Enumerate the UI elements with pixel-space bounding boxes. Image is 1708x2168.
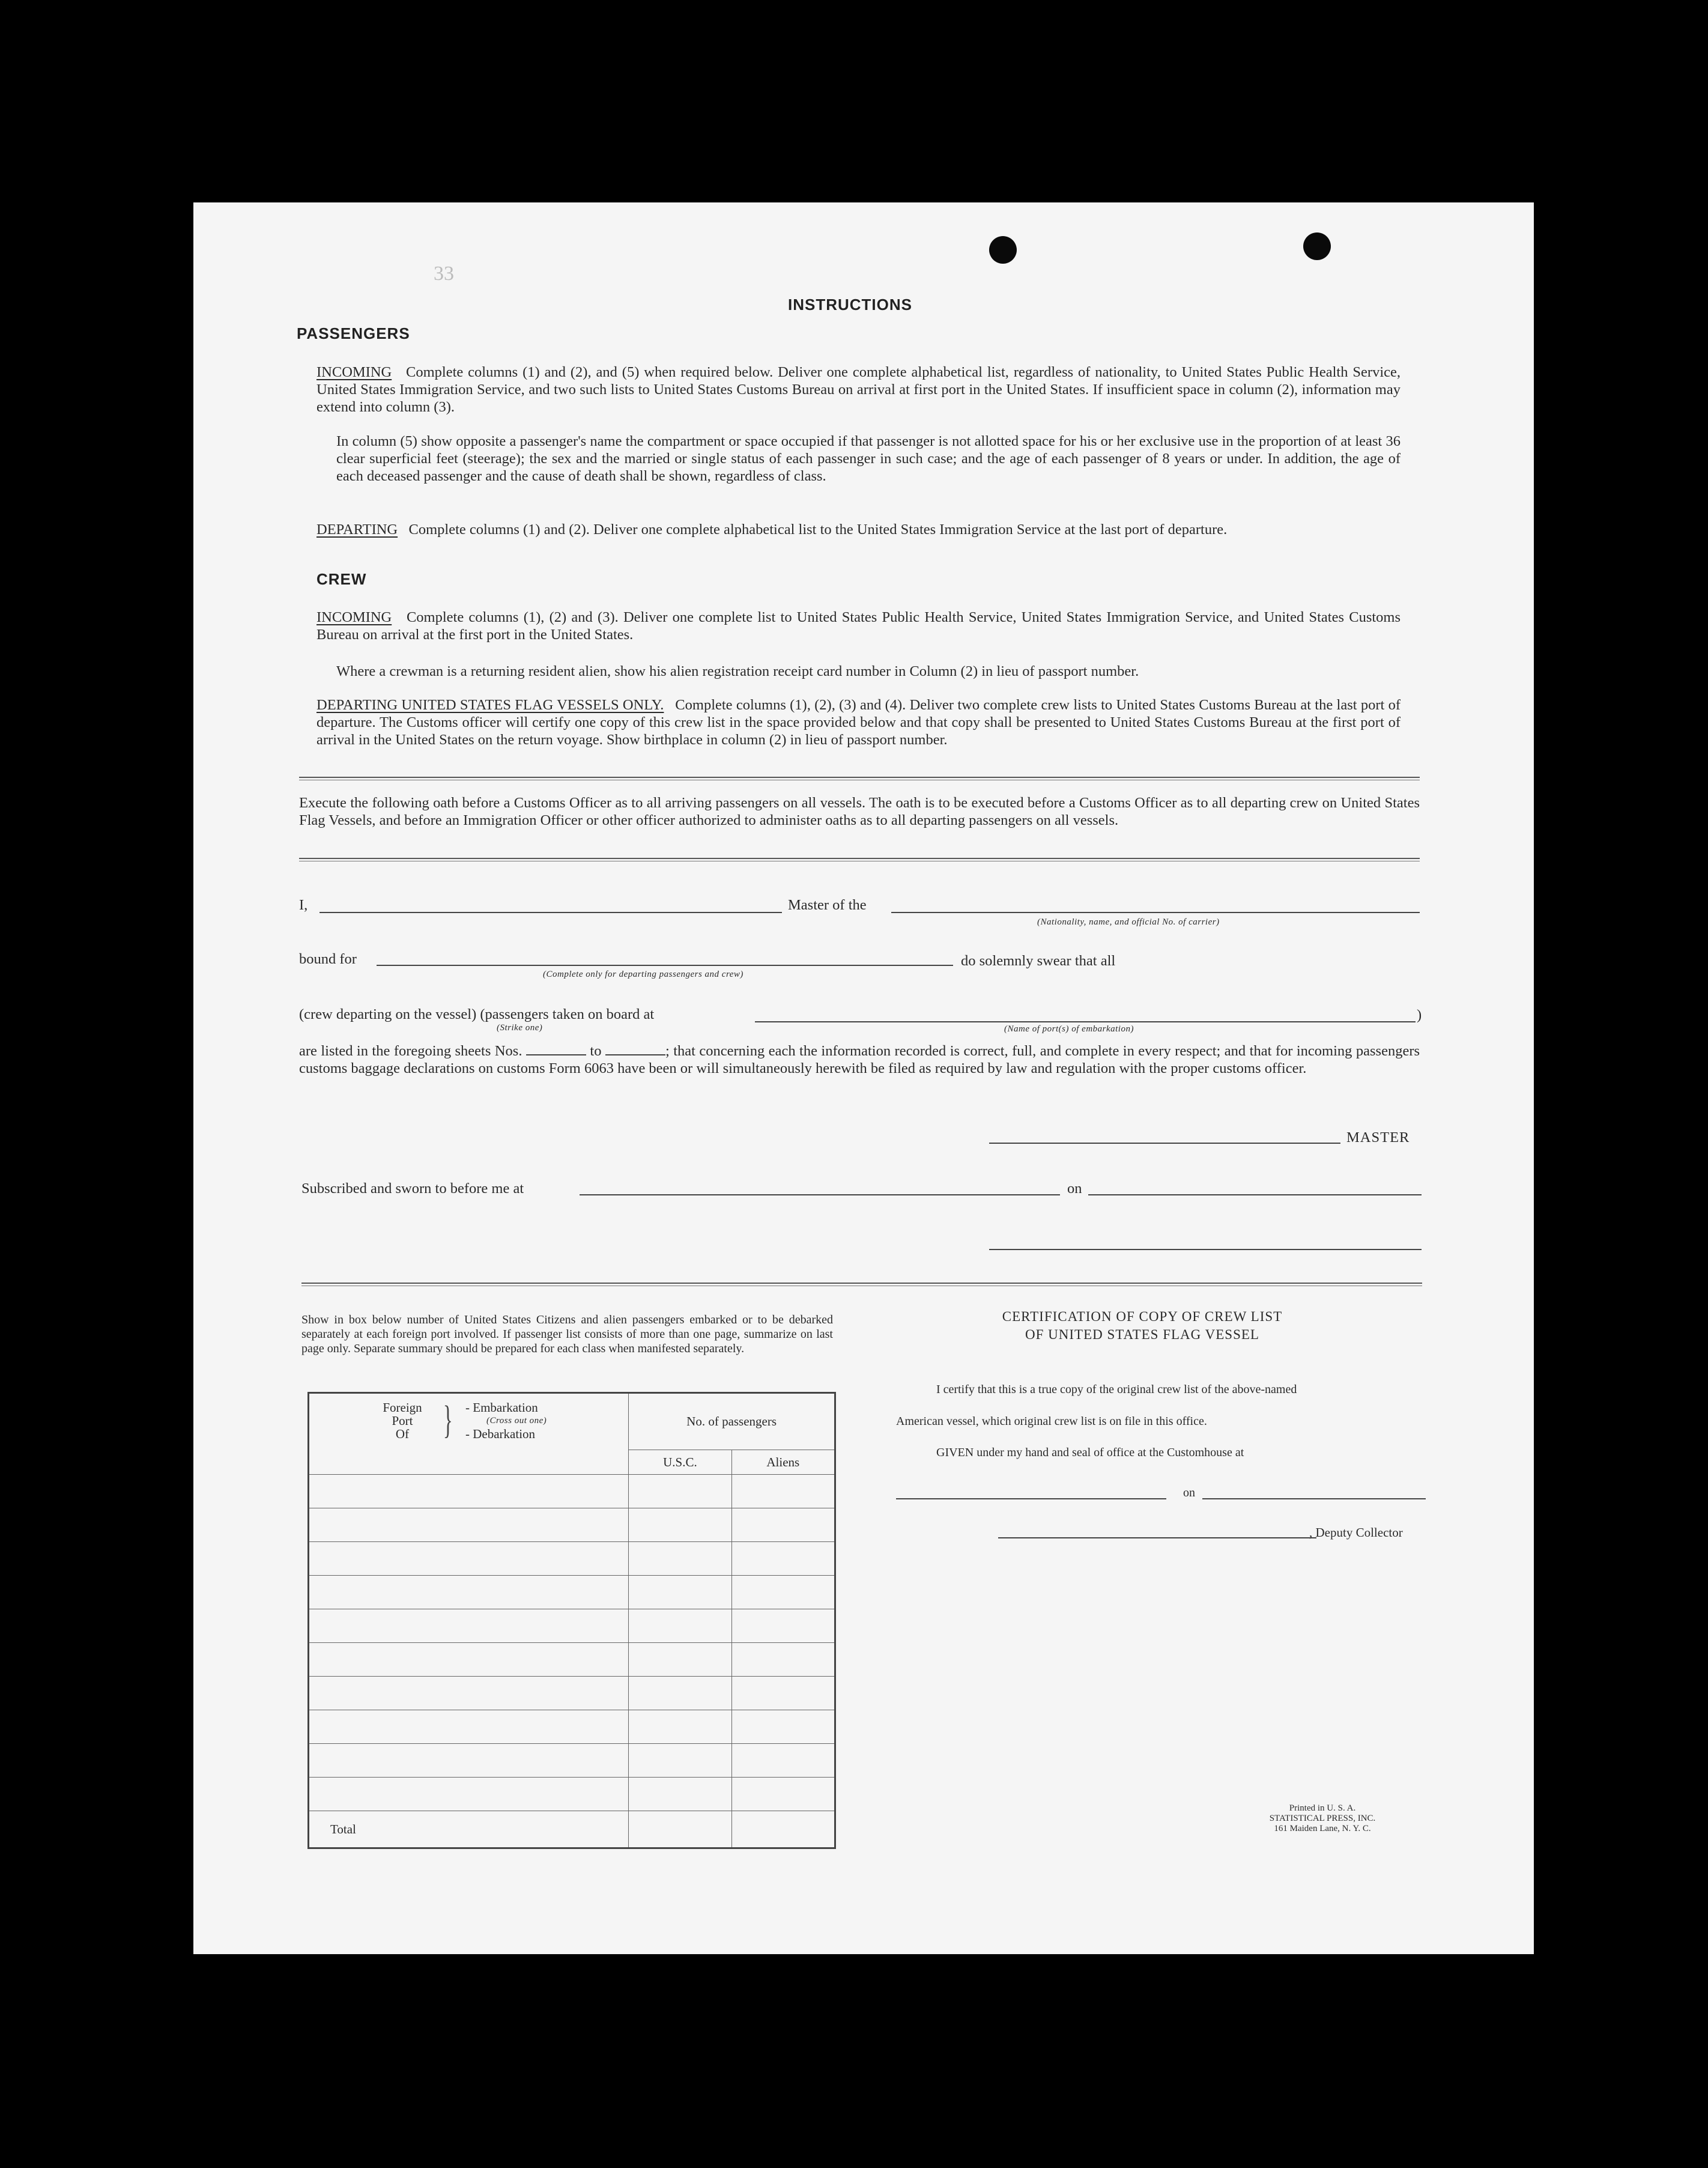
master-of-label: Master of the bbox=[788, 897, 867, 913]
foreign-port-header bbox=[309, 1393, 629, 1475]
foreign-label: Foreign bbox=[383, 1400, 422, 1415]
passengers-incoming-text: Complete columns (1) and (2), and (5) when required below. Deliver one complete alphabetical list, regardless of nationality, to United States Public Health Service, United States Immigration Service, and two such lists to United States Customs Bureau on arrival at first port in the United States. If insufficient space in column (2), information may extend into column (3). bbox=[316, 364, 1401, 415]
officer-signature-field[interactable] bbox=[989, 1249, 1422, 1250]
oath-i-label: I, bbox=[299, 897, 308, 913]
crew-departing-statement: (crew departing on the vessel) (passengers taken on board at bbox=[299, 1006, 655, 1022]
usc-cell[interactable] bbox=[629, 1744, 731, 1778]
divider bbox=[299, 858, 1420, 861]
passenger-summary-table bbox=[307, 1392, 836, 1849]
customhouse-field[interactable] bbox=[896, 1498, 1166, 1499]
crew-departing-label: DEPARTING UNITED STATES FLAG VESSELS ONLY. bbox=[316, 697, 664, 713]
passengers-column5-text: In column (5) show opposite a passenger's name the compartment or space occupied if that passenger is not allotted space for his or her exclusive use in the proportion of at least 36 clear superficial feet (steerage); the sex and the married or single status of each passenger in such case; and the age of each passenger of 8 years or under. In addition, the age of each deceased passenger and the cause of death shall be shown, regardless of class. bbox=[336, 433, 1401, 484]
usc-header: U.S.C. bbox=[629, 1450, 731, 1475]
certify-line2: American vessel, which original crew list is on file in this office. bbox=[896, 1415, 1207, 1428]
printer-line2: STATISTICAL PRESS, INC. bbox=[1269, 1814, 1376, 1823]
printer-line1: Printed in U. S. A. bbox=[1289, 1803, 1356, 1813]
aliens-cell[interactable] bbox=[731, 1643, 835, 1677]
aliens-cell[interactable] bbox=[731, 1542, 835, 1576]
printer-imprint bbox=[1226, 1803, 1419, 1834]
table-row bbox=[309, 1677, 835, 1710]
table-row bbox=[309, 1778, 835, 1811]
passengers-departing-label: DEPARTING bbox=[316, 521, 398, 538]
carrier-field[interactable] bbox=[891, 912, 1420, 913]
sheet-from-field[interactable] bbox=[526, 1043, 586, 1055]
aliens-header: Aliens bbox=[731, 1450, 835, 1475]
aliens-cell[interactable] bbox=[731, 1778, 835, 1811]
summary-note: Show in box below number of United States Citizens and alien passengers embarked or to be debarked separately at each foreign port involved. If passenger list consists of more than one page, summarize on last page only. Separate summary should be prepared for each class when manifested separately. bbox=[301, 1313, 833, 1355]
crew-incoming-text: Complete columns (1), (2) and (3). Deliver one complete list to United States Public Health Service, United States Immigration Service, and United States Customs Bureau on arrival at the first port in the United States. bbox=[316, 609, 1401, 643]
crew-departing bbox=[316, 696, 1401, 748]
port-cell[interactable] bbox=[309, 1778, 629, 1811]
usc-cell[interactable] bbox=[629, 1508, 731, 1542]
table-total-row bbox=[309, 1811, 835, 1848]
aliens-cell[interactable] bbox=[731, 1677, 835, 1710]
crew-incoming bbox=[316, 609, 1401, 643]
cert-date-field[interactable] bbox=[1202, 1498, 1426, 1499]
usc-cell[interactable] bbox=[629, 1609, 731, 1643]
usc-cell[interactable] bbox=[629, 1778, 731, 1811]
certification-title-line2: OF UNITED STATES FLAG VESSEL bbox=[1025, 1327, 1259, 1342]
usc-cell[interactable] bbox=[629, 1643, 731, 1677]
bound-for-label: bound for bbox=[299, 951, 357, 967]
table-row bbox=[309, 1508, 835, 1542]
table-row bbox=[309, 1744, 835, 1778]
aliens-cell[interactable] bbox=[731, 1475, 835, 1508]
table-row bbox=[309, 1609, 835, 1643]
master-name-field[interactable] bbox=[319, 912, 782, 913]
port-cell[interactable] bbox=[309, 1744, 629, 1778]
table-row bbox=[309, 1576, 835, 1609]
usc-cell[interactable] bbox=[629, 1677, 731, 1710]
passengers-incoming-label: INCOMING bbox=[316, 364, 392, 380]
port-embarkation-field[interactable] bbox=[755, 1021, 1416, 1022]
port-cell[interactable] bbox=[309, 1677, 629, 1710]
port-cell[interactable] bbox=[309, 1609, 629, 1643]
crew-departing-text: Complete columns (1), (2), (3) and (4). Deliver two complete crew lists to United States Customs Bureau at the last port of departure. The Customs officer will certify one copy of this crew list in the space provided below and that copy shall be presented to United States Customs Bureau at the first port of arrival in the United States on the return voyage. Show birthplace in column (2) in lieu of passport number. bbox=[316, 697, 1401, 748]
total-label: Total bbox=[309, 1811, 629, 1848]
port-cell[interactable] bbox=[309, 1576, 629, 1609]
aliens-cell[interactable] bbox=[731, 1744, 835, 1778]
divider bbox=[299, 777, 1420, 780]
table-row bbox=[309, 1542, 835, 1576]
master-signature-field[interactable] bbox=[989, 1143, 1340, 1144]
sworn-place-field[interactable] bbox=[580, 1194, 1060, 1195]
brace-icon: } bbox=[443, 1398, 453, 1442]
port-cell[interactable] bbox=[309, 1508, 629, 1542]
passengers-departing-text: Complete columns (1) and (2). Deliver one complete alphabetical list to the United States Immigration Service at the last port of departure. bbox=[408, 521, 1228, 538]
port-label: Port bbox=[392, 1413, 413, 1428]
deputy-collector-label: , Deputy Collector bbox=[1309, 1525, 1403, 1540]
of-label: Of bbox=[395, 1427, 410, 1441]
crew-heading: CREW bbox=[316, 570, 367, 588]
aliens-cell[interactable] bbox=[731, 1710, 835, 1744]
total-usc-cell[interactable] bbox=[629, 1811, 731, 1848]
usc-cell[interactable] bbox=[629, 1475, 731, 1508]
port-cell[interactable] bbox=[309, 1643, 629, 1677]
subscribed-label: Subscribed and sworn to before me at bbox=[301, 1180, 524, 1197]
table-row bbox=[309, 1475, 835, 1508]
crew-returning-text: Where a crewman is a returning resident alien, show his alien registration receipt card number in Column (2) in lieu of passport number. bbox=[336, 663, 1139, 679]
passengers-departing bbox=[316, 521, 1401, 538]
close-paren: ) bbox=[1417, 1007, 1422, 1023]
table-row bbox=[309, 1710, 835, 1744]
printer-line3: 161 Maiden Lane, N. Y. C. bbox=[1274, 1824, 1371, 1833]
certify-line1: I certify that this is a true copy of the original crew list of the above-named bbox=[936, 1383, 1297, 1396]
usc-cell[interactable] bbox=[629, 1542, 731, 1576]
punch-hole bbox=[1303, 232, 1331, 260]
cross-out-label: (Cross out one) bbox=[486, 1416, 547, 1426]
oath-intro: Execute the following oath before a Customs Officer as to all arriving passengers on all vessels. The oath is to be executed before a Customs Officer as to all departing crew on United States Flag Vessels, and before an Immigration Officer or other officer authorized to administer oaths as to all departing passengers on all vessels. bbox=[299, 795, 1420, 828]
passengers-incoming bbox=[316, 363, 1401, 416]
crew-incoming-label: INCOMING bbox=[316, 609, 392, 625]
embarkation-label: - Embarkation bbox=[465, 1400, 538, 1415]
passengers-heading: PASSENGERS bbox=[297, 324, 410, 342]
aliens-cell[interactable] bbox=[731, 1576, 835, 1609]
listed-text-a: are listed in the foregoing sheets Nos. bbox=[299, 1043, 522, 1059]
bound-for-field[interactable] bbox=[377, 965, 953, 966]
no-of-passengers-header: No. of passengers bbox=[629, 1393, 835, 1450]
carrier-caption: (Nationality, name, and official No. of carrier) bbox=[1037, 917, 1220, 927]
strike-one-caption: (Strike one) bbox=[497, 1023, 543, 1033]
deputy-signature-field[interactable] bbox=[998, 1537, 1316, 1538]
punch-hole bbox=[989, 236, 1017, 264]
port-cell[interactable] bbox=[309, 1475, 629, 1508]
sworn-date-field[interactable] bbox=[1088, 1194, 1422, 1195]
instructions-title: INSTRUCTIONS bbox=[788, 296, 912, 314]
usc-cell[interactable] bbox=[629, 1710, 731, 1744]
divider bbox=[301, 1283, 1422, 1286]
page-number: 33 bbox=[434, 263, 454, 285]
port-cell[interactable] bbox=[309, 1542, 629, 1576]
table-row bbox=[309, 1643, 835, 1677]
given-text: GIVEN under my hand and seal of office at the Customhouse at bbox=[936, 1446, 1244, 1459]
master-label: MASTER bbox=[1346, 1129, 1410, 1146]
usc-cell[interactable] bbox=[629, 1576, 731, 1609]
debarkation-label: - Debarkation bbox=[465, 1427, 536, 1441]
sworn-on-label: on bbox=[1067, 1180, 1082, 1197]
cert-on-label: on bbox=[1183, 1486, 1195, 1499]
certification-title bbox=[932, 1308, 1352, 1344]
aliens-cell[interactable] bbox=[731, 1609, 835, 1643]
form-page bbox=[193, 202, 1534, 1954]
listed-statement bbox=[299, 1042, 1420, 1077]
bound-for-caption: (Complete only for departing passengers and crew) bbox=[543, 970, 743, 979]
aliens-cell[interactable] bbox=[731, 1508, 835, 1542]
table-header-row bbox=[309, 1393, 835, 1450]
listed-text-b: ; that concerning each the information recorded is correct, full, and complete in every respect; and that for incoming passengers customs baggage declarations on customs Form 6063 have been or will simultaneously herewith be filed as required by law and regulation with the proper customs officer. bbox=[299, 1043, 1420, 1076]
swear-label: do solemnly swear that all bbox=[961, 953, 1116, 969]
port-cell[interactable] bbox=[309, 1710, 629, 1744]
total-aliens-cell[interactable] bbox=[731, 1811, 835, 1848]
sheet-to-field[interactable] bbox=[605, 1043, 665, 1055]
port-caption: (Name of port(s) of embarkation) bbox=[1004, 1024, 1134, 1034]
listed-to: to bbox=[590, 1043, 602, 1059]
certification-title-line1: CERTIFICATION OF COPY OF CREW LIST bbox=[1002, 1309, 1283, 1324]
